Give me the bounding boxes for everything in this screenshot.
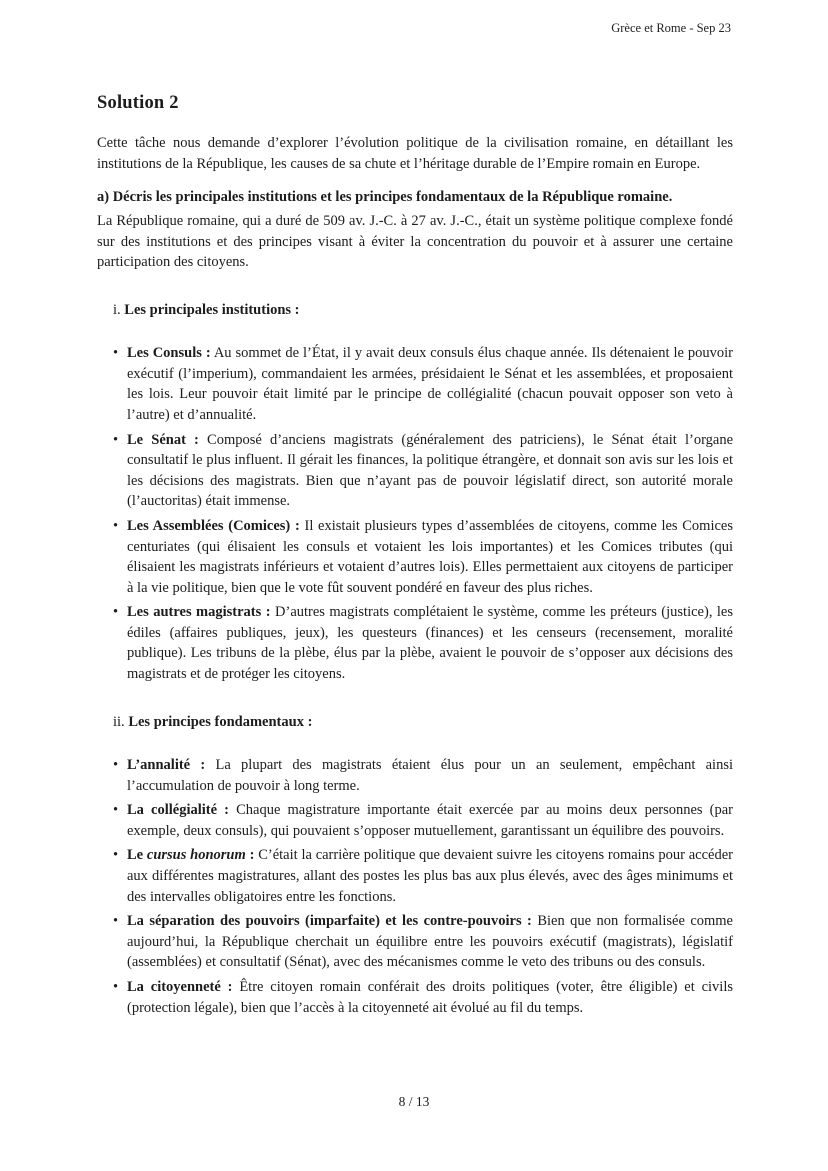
subheading-marker: i.: [113, 301, 121, 318]
list-item-consuls: [113, 343, 733, 425]
principles-list: [113, 755, 733, 1018]
page-number: 8 / 13: [398, 1094, 430, 1109]
solution-title: Solution 2: [97, 93, 179, 113]
list-item-senat: [113, 430, 733, 512]
item-text: D’autres magistrats complétaient le système, comme les préteurs (justice), les édiles (affaires publiques, jeux), les questeurs (finances) et les censeurs (recensement, moralité publique). Les tribuns de la plèbe, élus par la plèbe, avaient le pouvoir de s’opposer aux décisions des magistrats et de protéger les citoyens.: [127, 604, 733, 682]
item-text: La plupart des magistrats étaient élus pour un an seulement, empêchant ainsi l’accumulation de pouvoir à long terme.: [127, 757, 734, 794]
item-lead-pre: Le: [127, 847, 147, 864]
list-item-autres-magistrats: [113, 602, 733, 684]
item-lead: Les Consuls :: [127, 345, 211, 362]
list-item-citoyennete: [113, 977, 733, 1018]
bullet-icon: •: [113, 345, 119, 362]
item-text: Il existait plusieurs types d’assemblées de citoyens, comme les Comices centuriates (qui élisaient les consuls et votaient les lois importantes) et les Comices tributes (qui élisaient les magistrats inférieurs et votaient d’autres lois). Elles permettaient aux citoyens de participer à la vie politique, bien que le vote fût souvent pondéré en faveur des plus riches.: [127, 517, 734, 596]
list-item-annalite: [113, 755, 733, 796]
document-content: [97, 90, 733, 1022]
item-lead: Les autres magistrats :: [127, 604, 271, 621]
subheading-marker: ii.: [113, 713, 125, 730]
section-a-heading: a) Décris les principales institutions et les principes fondamentaux de la République romaine.: [97, 189, 673, 206]
page-footer: [0, 1094, 828, 1110]
item-lead: La séparation des pouvoirs (imparfaite) et les contre-pouvoirs :: [127, 913, 532, 930]
header-course-label: Grèce et Rome - Sep 23: [611, 21, 731, 35]
item-lead: L’annalité :: [127, 757, 206, 774]
item-lead: La collégialité :: [127, 802, 229, 819]
item-lead-italic: cursus honorum: [146, 847, 246, 864]
subheading-label: Les principes fondamentaux :: [128, 713, 313, 730]
list-item-cursus-honorum: [113, 845, 733, 907]
bullet-icon: •: [113, 802, 119, 819]
bullet-icon: •: [113, 847, 119, 864]
intro-paragraph: Cette tâche nous demande d’explorer l’évolution politique de la civilisation romaine, en détaillant les institutions de la République, les causes de sa chute et l’héritage durable de l’Empire romain en Europe.: [97, 135, 733, 172]
page-header: [0, 21, 731, 36]
item-text: Au sommet de l’État, il y avait deux consuls élus chaque année. Ils détenaient le pouvoir exécutif (l’imperium), commandaient les armées, présidaient le Sénat et les assemblées, et proposaient les lois. Leur pouvoir était limité par le principe de collégialité (chacun pouvait opposer son veto à l’autre) et d’annualité.: [127, 345, 733, 424]
item-lead: Le Sénat :: [127, 431, 199, 448]
institutions-list: [113, 343, 733, 684]
item-text: Chaque magistrature importante était exercée par au moins deux personnes (par exemple, deux consuls), qui pouvaient s’opposer mutuellement, garantissant un équilibre des pouvoirs.: [127, 802, 734, 839]
item-text: C’était la carrière politique que devaient suivre les citoyens romains pour accéder aux différentes magistratures, allant des postes les plus bas aux plus élevés, avec des âges minimums et des intervalles obligatoires entre les fonctions.: [127, 847, 734, 905]
item-lead-post: :: [245, 847, 255, 864]
list-item-collegialite: [113, 800, 733, 841]
list-item-separation-pouvoirs: [113, 911, 733, 973]
institutions-subheading: [113, 300, 733, 321]
list-item-assemblees: [113, 516, 733, 598]
bullet-icon: •: [113, 978, 119, 995]
principles-subheading: [113, 712, 733, 733]
item-lead: [127, 847, 254, 863]
item-text: Composé d’anciens magistrats (généralement des patriciens), le Sénat était l’organe consultatif le plus influent. Il gérait les finances, la politique étrangère, et donnait son avis sur les lois et les décisions des magistrats. Bien que n’ayant pas de pouvoir législatif direct, son autorité morale (l’auctoritas) était immense.: [127, 431, 734, 510]
subheading-label: Les principales institutions :: [124, 301, 300, 318]
bullet-icon: •: [113, 913, 119, 930]
bullet-icon: •: [113, 517, 119, 534]
bullet-icon: •: [113, 757, 119, 774]
section-a-paragraph: La République romaine, qui a duré de 509 av. J.-C. à 27 av. J.-C., était un système politique complexe fondé sur des institutions et des principes visant à éviter la concentration du pouvoir et à assurer une certaine participation des citoyens.: [97, 213, 733, 271]
bullet-icon: •: [113, 431, 119, 448]
item-text: Être citoyen romain conférait des droits politiques (voter, être éligible) et civils (protection légale), bien que l’accès à la citoyenneté ait évolué au fil du temps.: [127, 978, 734, 1016]
bullet-icon: •: [113, 604, 119, 621]
item-lead: Les Assemblées (Comices) :: [127, 517, 300, 534]
item-text: Bien que non formalisée comme aujourd’hui, la République cherchait un équilibre entre les pouvoirs exécutif (magistrats), législatif (assemblées) et consultatif (Sénat), avec des mécanismes comme le veto des tribuns ou des consuls.: [127, 913, 733, 971]
item-lead: La citoyenneté :: [127, 978, 233, 995]
